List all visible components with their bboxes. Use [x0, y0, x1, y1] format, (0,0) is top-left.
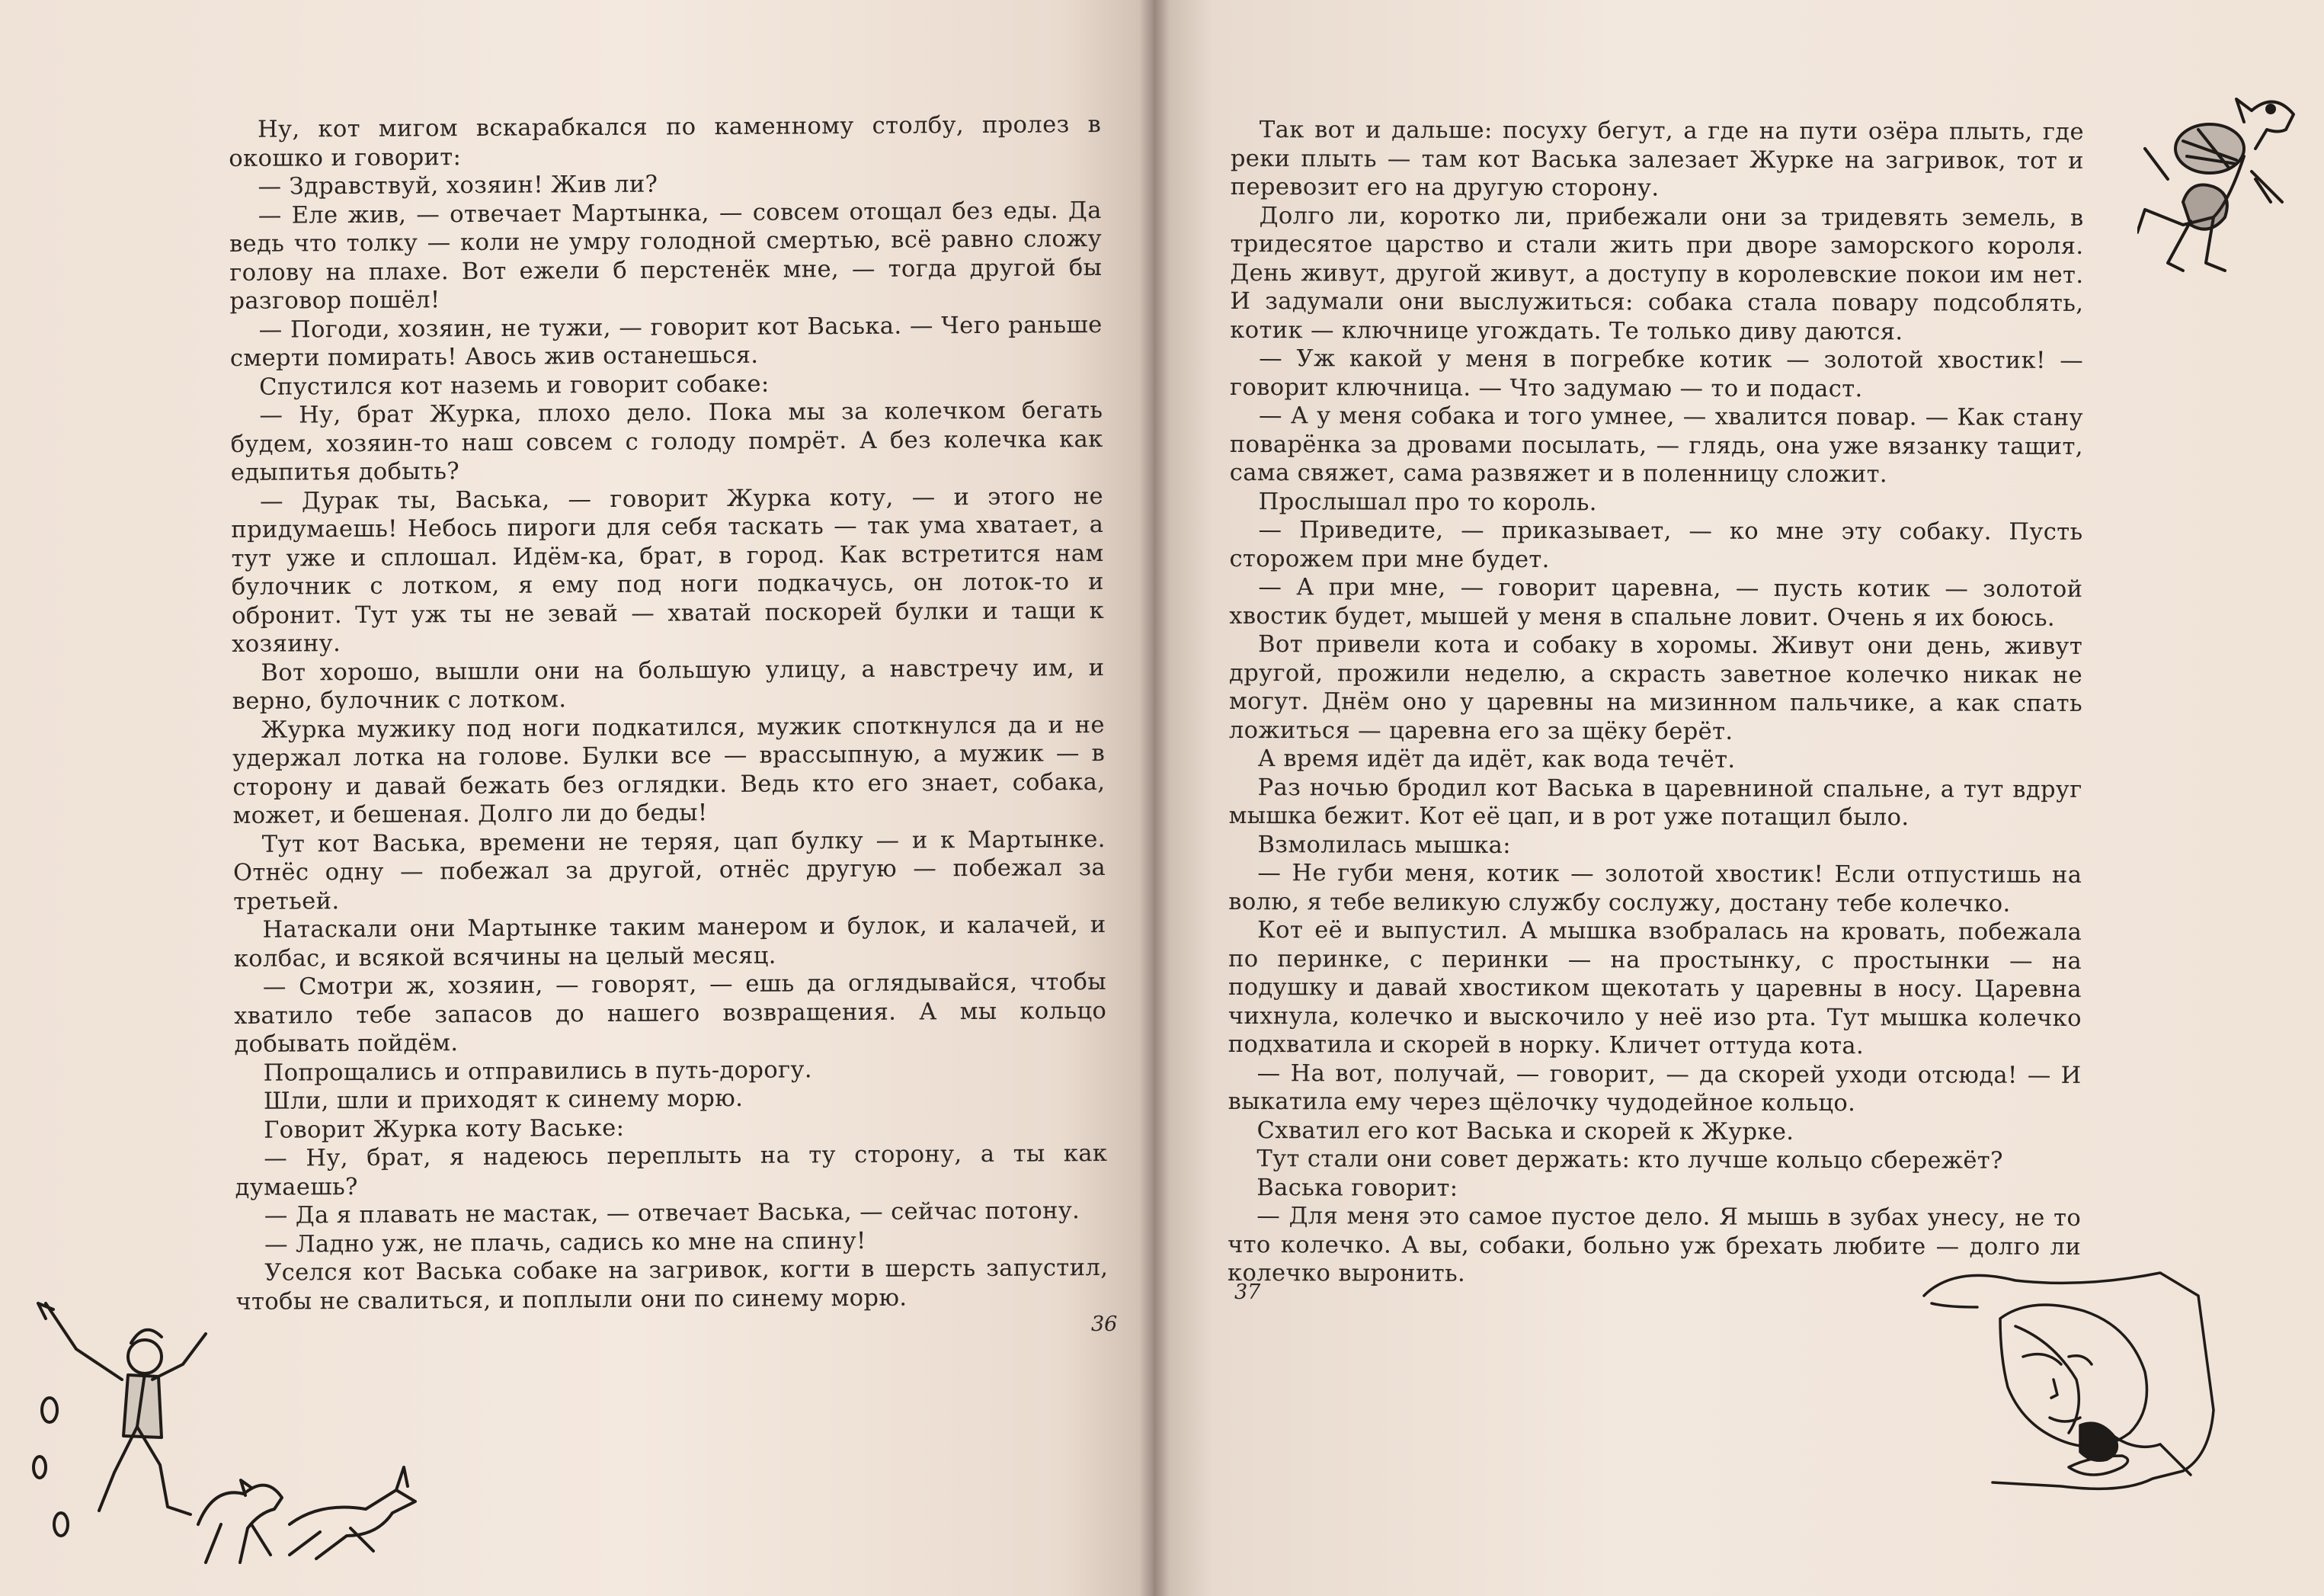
sleeping-princess-illustration — [1909, 1265, 2244, 1509]
book-gutter — [1139, 0, 1170, 1596]
paragraph: — Дурак ты, Васька, — говорит Журка коту, — и этого не придумаешь! Небось пироги для себя таскать — так ума хватает, а тут уже и сплошал. Идём-ка, брат, в город. Как встретится нам булочник с лотком, я ему под ноги подкачусь, он лоток-то и обронит. Тут уж ты не зевай — хватай поскорей булки и тащи к хозяину. — [231, 482, 1105, 658]
paragraph: Схватил его кот Васька и скорей к Журке. — [1256, 1117, 1794, 1146]
paragraph: Натаскали они Мартынке таким манером и булок, и калачей, и колбас, и всякой всячины на целый месяц. — [233, 911, 1106, 973]
right-page-text — [1228, 116, 2084, 1290]
paragraph: Тут кот Васька, времени не теряя, цап булку — и к Мартынке. Отнёс одну — побежал за другой, отнёс другую — побежал за третьей. — [232, 825, 1106, 915]
paragraph: — Приведите, — приказывает, — ко мне эту собаку. Пусть сторожем при мне будет. — [1229, 517, 2083, 573]
paragraph: Васька говорит: — [1256, 1174, 1458, 1202]
paragraph: — Еле жив, — отвечает Мартынка, — совсем отощал без еды. Да ведь что толку — коли не умру голодной смертью, всё равно сложу голову на плахе. Вот ежели б перстенёк мне, — тогда другой бы разговор пошёл! — [229, 197, 1103, 315]
paragraph: Спустился кот наземь и говорит собаке: — [259, 370, 770, 401]
page-number: 36 — [1091, 1312, 1118, 1336]
paragraph: — Ладно уж, не плачь, садись ко мне на спину! — [264, 1227, 866, 1258]
paragraph: — Смотри ж, хозяин, — говорят, — ешь да оглядывайся, чтобы хватило тебе запасов до нашего возвращения. А мы кольцо добывать пойдём. — [234, 968, 1107, 1058]
paragraph: — Да я плавать не мастак, — отвечает Васька, — сейчас потону. — [264, 1197, 1080, 1229]
paragraph: — Здравствуй, хозяин! Жив ли? — [258, 171, 658, 200]
left-page — [0, 0, 1154, 1596]
paragraph: — Не губи меня, котик — золотой хвостик! Если отпустишь на волю, я тебе великую службу сослужу, достану тебе колечко. — [1228, 860, 2082, 918]
dog-with-bundle-illustration — [2137, 88, 2305, 301]
paragraph: Раз ночью бродил кот Васька в царевниной спальне, а тут вдруг мышка бежит. Кот её цап, и в рот уже потащил было. — [1228, 774, 2082, 832]
paragraph: Говорит Журка коту Ваське: — [264, 1114, 625, 1144]
paragraph: Шли, шли и приходят к синему морю. — [263, 1085, 744, 1115]
paragraph: Уселся кот Васька собаке на загривок, когти в шерсть запустил, чтобы не свалиться, и поплыли они по синему морю. — [235, 1254, 1109, 1316]
paragraph: Ну, кот мигом вскарабкался по каменному столбу, пролез в окошко и говорит: — [229, 111, 1102, 172]
paragraph: — На вот, получай, — говорит, — да скорей уходи отсюда! — И выкатила ему через щёлочку чудодейное кольцо. — [1228, 1059, 2082, 1117]
left-page-text — [229, 111, 1109, 1316]
paragraph: Кот её и выпустил. А мышка взобралась на кровать, побежала по перинке, с перинки — на простынку, с простынки — на подушку и давай хвостиком щекотать у царевны в носу. Царевна чихнула, колечко и выскочило у неё изо рта. Тут мышка колечко подхватила и скорей в норку. Кличет оттуда кота. — [1228, 917, 2082, 1060]
paragraph: А время идёт да идёт, как вода течёт. — [1257, 745, 1736, 774]
paragraph: Попрощались и отправились в путь-дорогу. — [263, 1056, 813, 1087]
paragraph: Тут стали они совет держать: кто лучше кольцо сбережёт? — [1256, 1146, 2003, 1175]
page-number: 37 — [1234, 1280, 1261, 1304]
paragraph: Вот привели кота и собаку в хоромы. Живут они день, живут другой, прожили неделю, а скрасть заветное колечко никак не могут. Днём оно у царевны на мизинном пальчике, а как спать ложиться — царевна его за щёку берёт. — [1228, 631, 2083, 745]
paragraph: Так вот и дальше: посуху бегут, а где на пути озёра плыть, где реки плыть — там кот Васька залезает Журке на загривок, тот и перевозит его на другую сторону. — [1230, 117, 2084, 202]
paragraph: — Для меня это самое пустое дело. Я мышь в зубах унесу, не то что колечко. А вы, собаки, больно уж брехать любите — долго ли колечко выронить. — [1227, 1203, 2082, 1287]
paragraph: Долго ли, коротко ли, прибежали они за тридевять земель, в тридесятое царство и стали жить при дворе заморского короля. День живут, другой живут, а доступу в королевские покои им нет. И задумали они выслужиться: собака стала повару подсоблять, котик — ключнице угождать. Те только диву даются. — [1230, 202, 2084, 345]
paragraph: — Погоди, хозяин, не тужи, — говорит кот Васька. — Чего раньше смерти помирать! Авось жив останешься. — [229, 311, 1103, 372]
paragraph: Прослышал про то король. — [1258, 488, 1597, 516]
paragraph: — Уж какой у меня в погребке котик — золотой хвостик! — говорит ключница. — Что задумаю — то и подаст. — [1230, 345, 2084, 402]
paragraph: — Ну, брат, я надеюсь переплыть на ту сторону, а ты как думаешь? — [235, 1139, 1108, 1201]
running-man-dogs-illustration — [30, 1296, 465, 1578]
right-page — [1154, 0, 2324, 1596]
paragraph: — Ну, брат Журка, плохо дело. Пока мы за колечком бегать будем, хозяин-то наш совсем с голоду помрёт. А без колечка как едыпитья добыть? — [230, 396, 1103, 486]
paragraph: — А у меня собака и того умнее, — хвалится повар. — Как стану поварёнка за дровами посылать, — глядь, она уже вязанку тащит, сама свяжет, сама развяжет и в поленницу сложит. — [1229, 402, 2084, 489]
paragraph: — А при мне, — говорит царевна, — пусть котик — золотой хвостик будет, мышей у меня в спальне ловит. Очень я их боюсь. — [1229, 574, 2083, 632]
paragraph: Вот хорошо, вышли они на большую улицу, а навстречу им, и верно, булочник с лотком. — [232, 654, 1105, 715]
paragraph: Журка мужику под ноги подкатился, мужик споткнулся да и не удержал лотка на голове. Булки все — врассыпную, а мужик — в сторону и давай бежать без оглядки. Ведь кто его знает, собака, может, и бешеная. Долго ли до беды! — [232, 711, 1106, 829]
paragraph: Взмолилась мышка: — [1257, 831, 1512, 859]
